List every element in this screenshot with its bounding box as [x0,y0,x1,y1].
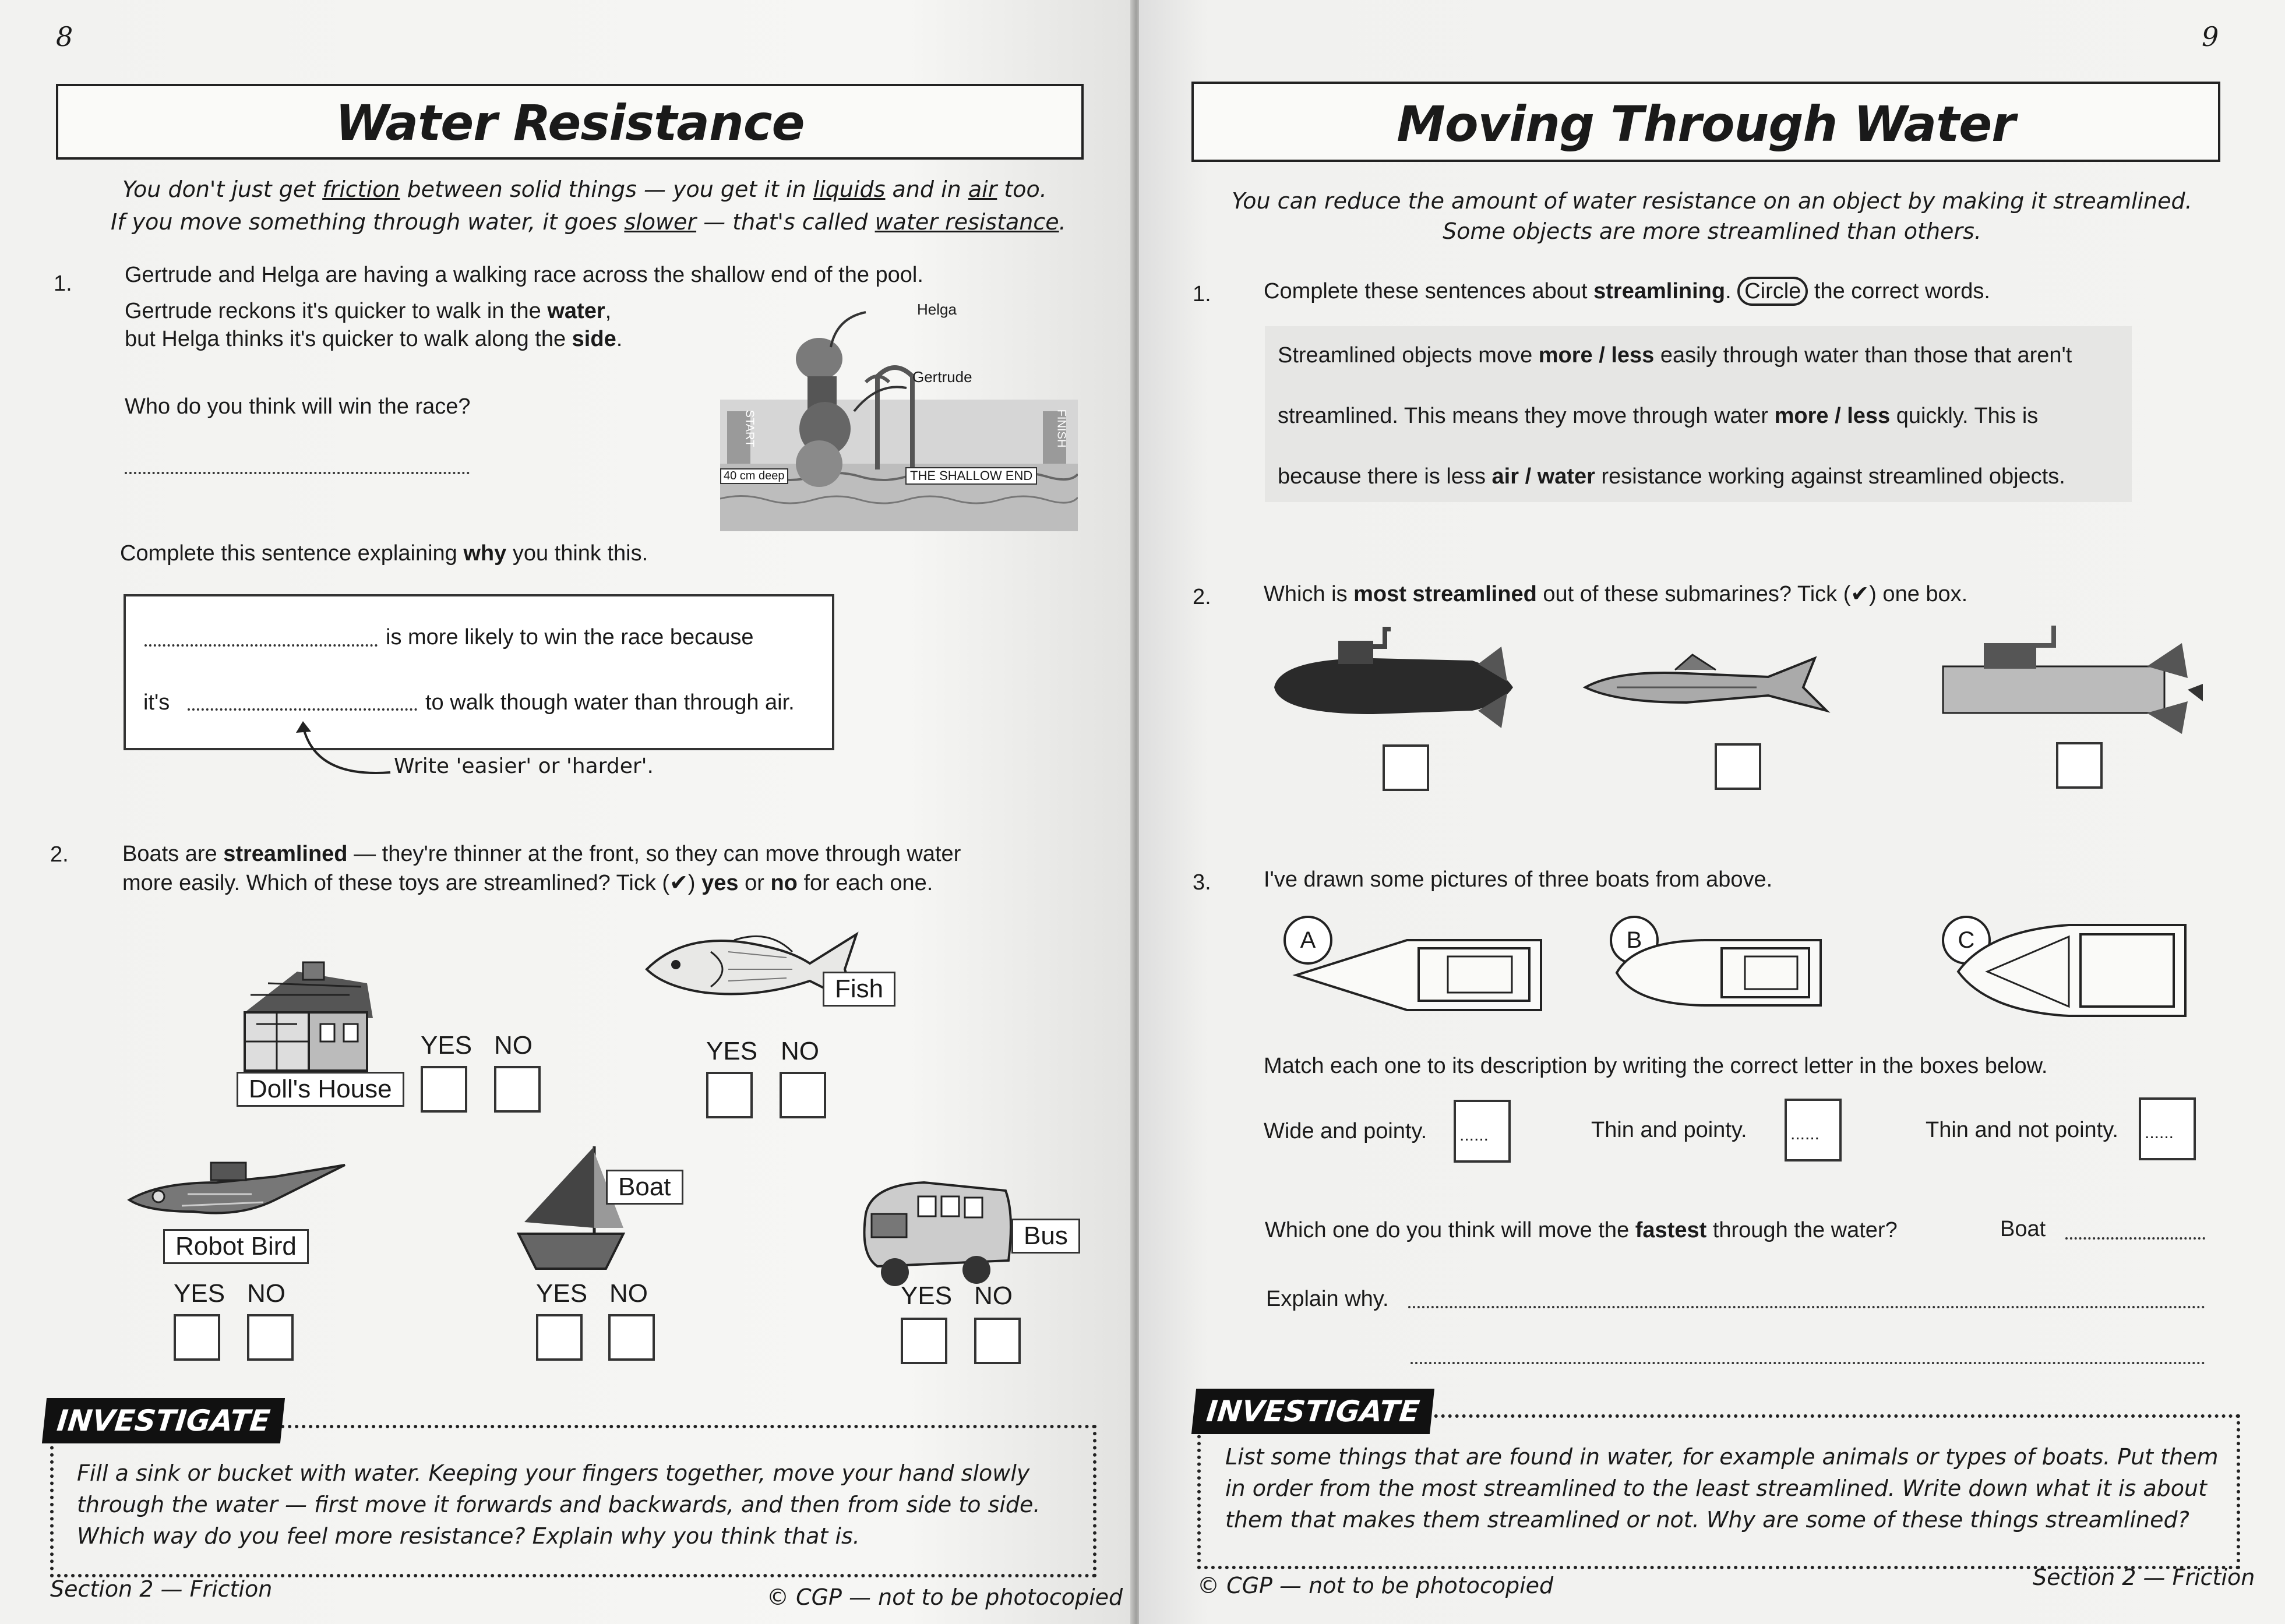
sentence-line-1: is more likely to win the race because [386,625,754,649]
description-thin-pointy: Thin and pointy. [1591,1118,1747,1142]
intro-line-1: You can reduce the amount of water resistance on an object by making it streamlined. [1232,188,2192,214]
shallow-end-sign: THE SHALLOW END [905,467,1037,485]
page-number: 8 [56,21,73,52]
footer-section: Section 2 — Friction [2033,1565,2255,1590]
depth-sign: 40 cm deep [720,468,788,484]
investigate-line-3: them that makes them streamlined or not. Why are some of these things streamlined? [1225,1507,2189,1533]
q3-match: Match each one to its description by writing the correct letter in the boxes below. [1264,1054,2048,1078]
tick-box-submarine-3[interactable] [2056,742,2103,789]
start-sign: START [743,409,756,447]
box-placeholder: ...... [1459,1125,1489,1145]
helga-label: Helga [917,301,957,318]
investigate-line-2: through the water — first move it forwards and backwards, and then from side to side. [77,1492,1041,1517]
toy-label: Robot Bird [163,1229,309,1264]
investigate-line-2: in order from the most streamlined to the least streamlined. Write down what it is about [1225,1475,2208,1501]
question-number: 3. [1193,870,1211,895]
footer-section: Section 2 — Friction [50,1576,273,1602]
no-label: NO [974,1281,1013,1310]
toy-label: Boat [606,1170,683,1205]
hint-text: Write 'easier' or 'harder'. [394,754,654,778]
boat-a-image [1290,931,1553,1018]
page-number: 9 [2202,21,2219,52]
sentence-box [124,594,834,750]
q1-line-1: Gertrude and Helga are having a walking race across the shallow end of the pool. [125,263,923,287]
question-number: 2. [1193,585,1211,609]
page-title: Moving Through Water [1397,96,2015,153]
tick-box-no[interactable] [494,1066,541,1113]
yes-label: YES [901,1281,953,1310]
box-placeholder: ...... [2145,1123,2174,1142]
q2-line-1: Boats are streamlined — they're thinner at the front, so they can move through water [122,842,961,866]
tick-box-no[interactable] [608,1314,655,1361]
investigate-line-1: List some things that are found in water, for example animals or types of boats. Put them [1225,1444,2219,1470]
boat-c-image [1952,919,2197,1018]
box-placeholder: ...... [1790,1124,1820,1143]
streamline-sentence-1: Streamlined objects move more / less easily through water than those that aren't [1278,343,2072,368]
q1-complete: Complete this sentence explaining why you think this. [120,541,648,566]
toy-label: Doll's House [237,1072,404,1107]
title-box [56,84,1084,160]
streamline-sentence-3: because there is less air / water resistance working against streamlined objects. [1278,464,2065,489]
question-number: 1. [54,271,72,296]
submarine-3-image [1937,620,2205,736]
submarine-2-image [1582,647,1838,722]
gertrude-label: Gertrude [912,368,972,386]
tick-box-yes[interactable] [536,1314,583,1361]
answer-box-wide-pointy[interactable] [1454,1100,1511,1163]
no-label: NO [494,1031,533,1060]
answer-line[interactable] [1411,1344,2205,1364]
bus-image [854,1179,1017,1290]
tick-box-yes[interactable] [706,1072,753,1118]
intro-line-2: Some objects are more streamlined than others. [1443,218,1981,244]
boat-answer-label: Boat [2000,1217,2046,1241]
tick-box-yes[interactable] [901,1318,947,1364]
title-box [1191,82,2220,162]
answer-box-thin-pointy[interactable] [1785,1099,1842,1161]
right-page [1139,0,2285,1624]
answer-line[interactable] [125,454,470,474]
question-number: 2. [50,842,69,867]
investigate-heading: INVESTIGATE [1191,1389,1434,1434]
answer-line[interactable] [144,624,378,647]
tick-box-no[interactable] [780,1072,826,1118]
tick-box-no[interactable] [247,1314,294,1361]
tick-box-submarine-2[interactable] [1715,743,1761,790]
yes-label: YES [706,1037,758,1065]
boat-label-b: B [1610,916,1659,965]
answer-line[interactable] [188,689,417,711]
q3-fastest: Which one do you think will move the fastest through the water? [1265,1218,1898,1242]
q3-instruction: I've drawn some pictures of three boats from above. [1264,867,1773,892]
sailing-boat-image [513,1141,629,1275]
investigate-line-3: Which way do you feel more resistance? Explain why you think that is. [77,1523,860,1549]
page-title: Water Resistance [335,94,805,151]
no-label: NO [609,1279,648,1308]
tick-box-yes[interactable] [421,1066,467,1113]
boat-b-image [1611,932,1832,1014]
yes-label: YES [536,1279,588,1308]
toy-label: Bus [1011,1219,1080,1254]
streamline-sentence-2: streamlined. This means they move through water more / less quickly. This is [1278,404,2039,428]
q2-instruction: Which is most streamlined out of these submarines? Tick (✔) one box. [1264,582,1968,606]
investigate-line-1: Fill a sink or bucket with water. Keeping your fingers together, move your hand slowly [77,1460,1030,1486]
q1-instruction: Complete these sentences about streamlining. Circle the correct words. [1264,276,1990,306]
no-label: NO [781,1037,819,1065]
q2-line-2: more easily. Which of these toys are streamlined? Tick (✔) yes or no for each one. [122,871,933,895]
yes-label: YES [421,1031,472,1060]
tick-box-no[interactable] [974,1318,1021,1364]
q1-line-2: Gertrude reckons it's quicker to walk in the water, [125,299,612,323]
footer-copyright: © CGP — not to be photocopied [1197,1573,1554,1598]
dolls-house-image [233,960,379,1076]
q3-explain: Explain why. [1266,1287,1389,1311]
yes-label: YES [174,1279,225,1308]
q1-line-3: but Helga thinks it's quicker to walk along the side. [125,327,623,351]
footer-copyright: © CGP — not to be photocopied [767,1584,1123,1610]
answer-line[interactable] [2065,1220,2205,1240]
hint-arrow [291,720,408,790]
sentence-its: it's [143,690,170,715]
answer-line[interactable] [1408,1288,2205,1308]
answer-box-thin-not-pointy[interactable] [2139,1097,2196,1160]
intro-line-2: If you move something through water, it goes slower — that's called water resistance. [111,209,1066,235]
no-label: NO [247,1279,285,1308]
boat-label-c: C [1942,916,1991,965]
description-thin-not-pointy: Thin and not pointy. [1926,1118,2118,1142]
submarine-1-image [1268,623,1531,734]
sentence-panel [1265,326,2132,502]
finish-sign: FINISH [1055,409,1068,448]
tick-box-submarine-1[interactable] [1383,744,1429,791]
sentence-line-2: to walk though water than through air. [425,690,795,715]
description-wide-pointy: Wide and pointy. [1264,1119,1427,1143]
toy-label: Fish [823,972,895,1007]
q1-question: Who do you think will win the race? [125,394,471,419]
swimming-pool-illustration [720,295,1078,531]
investigate-heading: INVESTIGATE [42,1398,285,1443]
left-page [0,0,1133,1624]
question-number: 1. [1193,282,1211,306]
robot-bird-image [124,1159,351,1223]
boat-label-a: A [1283,916,1332,965]
intro-line-1: You don't just get friction between solid things — you get it in liquids and in air too. [122,176,1047,202]
tick-box-yes[interactable] [174,1314,220,1361]
